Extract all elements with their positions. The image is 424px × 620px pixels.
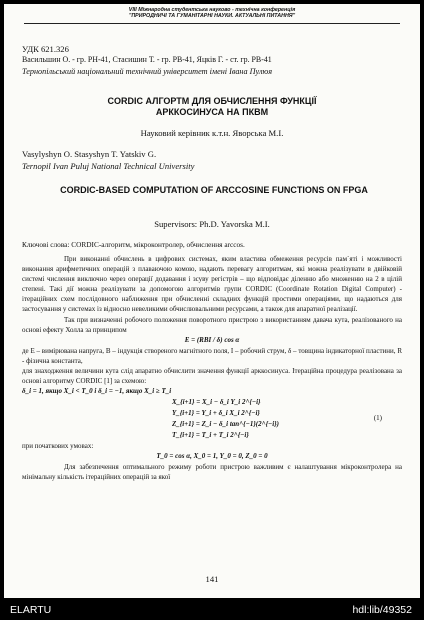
title-ukrainian-line2: АРККОСИНУСА НА ПКВМ (155, 107, 269, 117)
authors-ukrainian: Васильшин О. - гр. РН-41, Стасишин Т. - гр. РВ-41, Яцків Г. - ст. гр. РВ-41 (22, 55, 272, 64)
paragraph-4: для знаходження величини кута слід апаратно обчислити значення функції арккосинуса. Ітераційна процедура реалізована за основі алгоритму CORDIC [1] за схемою: (22, 366, 402, 386)
equation-number: (1) (373, 414, 382, 423)
formula-x-update: X_{i+1} = X_i − δ_i Y_i 2^{−i} (172, 398, 261, 407)
supervisor-ukrainian: Науковий керівник к.т.н. Яворська М.І. (140, 128, 284, 138)
udk-code: УДК 621.326 (22, 44, 69, 54)
body-text (22, 254, 402, 482)
formula-condition: δ_i = 1, якщо X_i < T_0 і δ_i = −1, якщо X_i ≥ T_i (22, 387, 172, 396)
page-number: 141 (205, 574, 219, 584)
formula-y-update: Y_{i+1} = Y_i + δ_i X_i 2^{−i} (172, 409, 260, 418)
institution-english: Ternopil Ivan Puluj National Technical University (22, 161, 195, 171)
cordic-iteration-system (22, 397, 402, 441)
supervisor-english: Supervisors: Ph.D. Yavorska M.I. (154, 219, 270, 229)
paragraph-1: При виконанні обчислень в цифрових системах, яким властива обмеження ресурсів пам`яті і можливості виконання арифметичних операцій з плаваючою комою, надають перевагу алгоритмам, які можна реалізувати в двійковій системі числення виключно через операції додавання і зсуву регістрів – що відповідає діленню або множенню на 2 в цілій степені. Такі дії можна реалізувати за допомогою алгоритмів групи CORDIC (Coordinate Rotation Digital Computer) - ітераційних схем послідовного наближення при обчисленні складних функцій простими операціями, що надаються для застосування у системах із відносно невеликими обчислювальними ресурсами, а також для апаратної реалізації. (22, 255, 402, 314)
authors-english: Vasylyshyn O. Stasyshyn T. Yatskiv G. (22, 149, 157, 159)
paragraph-2: Так при визначенні робочого положення поворотного пристрою з використанням давача кута, реалізованого на основі ефекту Холла за принципом (22, 315, 402, 334)
keywords: Ключові слова: CORDIC-алгоритм, мікроконтролер, обчислення arccos. (22, 240, 245, 249)
footer-handle: hdl:lib/49352 (352, 604, 412, 616)
title-ukrainian-line1: CORDIC АЛГОРТМ ДЛЯ ОБЧИСЛЕННЯ ФУНКЦІЇ (107, 96, 317, 106)
formula-t-update: T_{i+1} = T_i + T_i 2^{−i} (172, 431, 249, 440)
conference-header-line1: VIII Міжнародна студентська науково - технічна конференція (128, 7, 296, 13)
paragraph-3: де E – вимірювана напруга, B – індукція створеного магнітного поля, I – робочий струм, δ – товщина індикаторної пластини, R - фізична константа, (22, 346, 402, 365)
header-divider (24, 23, 400, 24)
title-english: CORDIC-BASED COMPUTATION OF ARCCOSINE FUNCTIONS ON FPGA (60, 185, 368, 195)
conference-header-line2: "ПРИРОДНИЧІ ТА ГУМАНІТАРНІ НАУКИ. АКТУАЛЬНІ ПИТАННЯ" (128, 13, 296, 19)
initial-conditions-label: при початкових умовах: (22, 442, 94, 451)
formula-hall-effect: E = (RBI / δ) cos α (184, 335, 240, 344)
paper-page (4, 4, 420, 598)
formula-initial-conditions: T_0 = cos α, X_0 = 1, Y_0 = 0, Z_0 = 0 (156, 452, 268, 461)
footer-repository-name: ELARTU (10, 604, 52, 616)
formula-z-update: Z_{i+1} = Z_i − δ_i tan^{−1}(2^{−i}) (172, 420, 279, 429)
paragraph-5: Для забезпечення оптимального режиму роботи пристрою важливим є налаштування мікроконтролера на мінімальну кількість ітераційних операцій за якої (22, 463, 402, 482)
institution-ukrainian: Тернопільський національний технічний університет імені Івана Пулюя (22, 67, 273, 76)
